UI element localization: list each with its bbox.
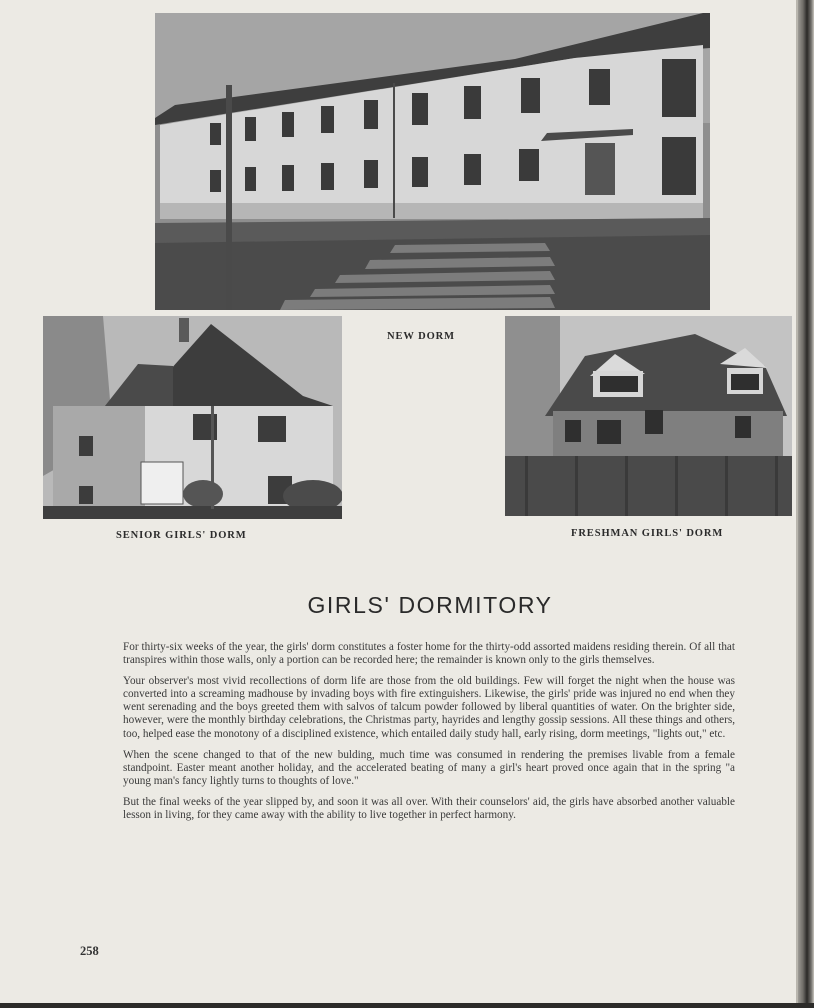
page-title: GIRLS' DORMITORY	[307, 592, 553, 618]
scan-bottom-edge	[0, 1003, 814, 1008]
article-body	[123, 641, 735, 830]
new-dorm-caption: NEW DORM	[387, 331, 455, 342]
page-number: 258	[80, 944, 99, 958]
book-spine-edge	[798, 0, 814, 1008]
paragraph: For thirty-six weeks of the year, the girls' dorm constitutes a foster home for the thirty-odd assorted maidens residing therein. Of all that transpires within those walls, only a portion can be recorded here; the remainder is known only to the girls themselves.	[123, 641, 735, 667]
new-dorm-photo	[155, 13, 710, 310]
senior-girls-dorm-photo	[43, 316, 342, 519]
senior-girls-dorm-caption: SENIOR GIRLS' DORM	[116, 530, 247, 541]
freshman-girls-dorm-photo	[505, 316, 792, 516]
freshman-girls-dorm-caption: FRESHMAN GIRLS' DORM	[571, 528, 724, 539]
paragraph: When the scene changed to that of the new bulding, much time was consumed in rendering the premises livable from a female standpoint. Easter meant another holiday, and the accelerated beating of many a girl's heart proved once again that in the spring "a young man's fancy lightly turns to thoughts of love."	[123, 748, 735, 787]
paragraph: Your observer's most vivid recollections of dorm life are those from the old buildings. Few will forget the night when the house was converted into a screaming madhouse by invading boys with fire extinguishers. Likewise, the girls' pride was injured no end when they went serenading and the boys greeted them with salvos of talcum powder followed by liberal quantities of water. On the brighter side, however, were the monthly birthday celebrations, the Christmas party, hayrides and lengthy gossip sessions. All these things and others, too, helped ease the monotony of a disciplined existence, which entailed daily study hall, early rising, dorm meetings, "lights out," etc.	[123, 675, 735, 740]
paragraph: But the final weeks of the year slipped by, and soon it was all over. With their counselors' aid, the girls have absorbed another valuable lesson in living, for they came away with the ability to live together in perfect harmony.	[123, 795, 735, 822]
